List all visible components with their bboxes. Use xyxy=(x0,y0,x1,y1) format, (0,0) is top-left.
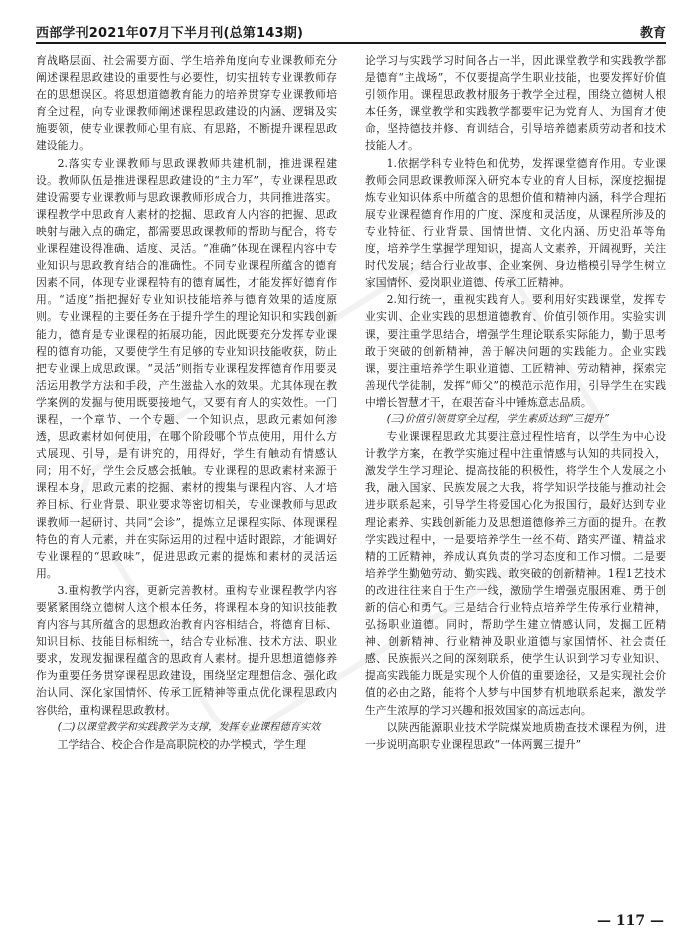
journal-title: 西部学刊2021年07月下半月刊(总第143期) xyxy=(36,26,304,41)
paragraph: 专业课课程思政尤其要注意过程性培育，以学生为中心设计教学方案，在教学实施过程中注重情感与认知的共同投入，激发学生学习理论、提高技能的积极性，将学生个人发展之小我，融入国家、民族发展之大我，将学知识学技能与推动社会进步联系起来，引导学生将爱国心化为报国行，最好达到专业理论素养、实践创新能力及思想道德修养三方面的提升。在教学实践过程中，一是要培养学生一丝不苟、踏实严谨、精益求精的工匠精神，养成认真负责的学习态度和工作习惯。二是要培养学生勤勉劳动、勤实践、敢突破的创新精神。1程1艺技术的改进往往来自于生产一线，激励学生增强克服困难、勇于创新的信心和勇气。三是结合行业特点培养学生传承行业精神，弘扬职业道德。同时，帮助学生建立情感认同，发掘工匠精神、创新精神、行业精神及职业道德与家国情怀、社会责任感、民族振兴之间的深刻联系，使学生认识到学习专业知识、提高实践能力既是实现个人价值的重要途径，又是实现社会价值的必由之路，能将个人梦与中国梦有机地联系起来，激发学生产生浓厚的学习兴趣和报效国家的高远志向。 xyxy=(365,430,666,717)
left-column xyxy=(36,52,337,753)
section-heading: (二)以课堂教学和实践教学为支撑，发挥专业课程德育实效 xyxy=(57,721,321,733)
running-header xyxy=(36,20,666,44)
paragraph: 论学习与实践学习时间各占一半，因此课堂教学和实践教学都是德育“主战场”，不仅要提高学生职业技能，也要发挥好价值引领作用。课程思政教材服务于教学全过程，围绕立德树人根本任务，课堂教学和实践教学都要牢记为党育人、为国育才使命，坚持德技并修、育训结合，引导培养德素质劳动者和技术技能人才。 xyxy=(365,54,666,153)
section-label: 教育 xyxy=(639,26,666,41)
section-heading: (三)价值引领贯穿全过程，学生素质达到“三提升” xyxy=(386,413,609,425)
paragraph: 以陕西能源职业技术学院煤炭地质勘查技术课程为例，进一步说明高职专业课程思政“一体两翼三提升” xyxy=(365,720,666,751)
page-number: — 117 — xyxy=(597,913,664,929)
paragraph: 2.落实专业课教师与思政课教师共建机制，推进课程建设。教师队伍是推进课程思政建设的“主力军”，专业课程思政建设需要专业课教师与思政课教师形成合力，共同推进落实。课程教学中思政育人素材的挖掘、思政育人内容的把握、思政映射与融入点的确定，都需要思政课教师的帮助与配合，将专业课程建设得准确、适度、灵活。“准确”体现在课程内容中专业知识与思政教育结合的准确性。不同专业课程所蕴含的德育因素不同，体现专业课程特有的德育属性，才能发挥好德育作用。“适度”指把握好专业知识技能培养与德育效果的适度原则。专业课程的主要任务在于提升学生的理论知识和实践创新能力，德育是专业课程的拓展功能，因此既要充分发挥专业课程的德育功能，又要使学生有足够的专业知识技能收获，防止把专业课上成思政课。“灵活”则指专业课程发挥德育作用要灵活运用教学方法和手段，产生滋盐入水的效果。尤其体现在教学案例的发掘与使用既要接地气，又要有育人的实效性。一门课程，一个章节、一个专题、一个知识点，思政元素如何渗透，思政素材如何使用，在哪个阶段哪个节点使用，用什么方式展现、引导，是有讲究的，用得好，学生有触动有情感认同；用不好，学生会反感会抵触。专业课程的思政素材来源于课程本身，思政元素的挖掘、素材的搜集与课程内容、人才培养目标、行业背景、职业要求等密切相关，专业课教师与思政课教师一起研讨、共同“会诊”，提炼立足课程实际、体现课程特色的育人元素，并在实际运用的过程中适时跟踪，才能调好专业课程的“思政味”，促进思政元素的提炼和素材的灵活运用。 xyxy=(36,156,337,580)
paragraph: 育战略层面、社会需要方面、学生培养角度向专业课教师充分阐述课程思政建设的重要性与必要性，切实扭转专业课教师存在的思想误区。将思想道德教育能力的培养贯穿专业课教师培育全过程，向专业课教师阐述课程思政建设的内涵、逻辑及实施要领，使专业课教师心里有底、有思路，不断提升课程思政建设能力。 xyxy=(36,54,337,153)
paragraph: 2.知行统一，重视实践育人。要利用好实践课堂，发挥专业实训、企业实践的思想道德教育、价值引领作用。实验实训课，要注重学思结合，增强学生理论联系实际能力，勤于思考敢于突破的创新精神，善于解决问题的实践能力。企业实践课，要注重培养学生职业道德、工匠精神、劳动精神，探索完善现代学徒制，发挥“师父”的模范示范作用，引导学生在实践中增长智慧才干，在艰苦奋斗中锤炼意志品质。 xyxy=(365,293,666,409)
paragraph: 1.依据学科专业特色和优势，发挥课堂德育作用。专业课教师会同思政课教师深入研究本专业的育人目标，深度挖掘提炼专业知识体系中所蕴含的思想价值和精神内涵，科学合理拓展专业课程德育作用的广度、深度和灵活度，从课程所涉及的专业特征、行业背景、国情世情、文化内涵、历史沿革等角度，培养学生掌握学理知识，提高人文素养，开阔视野，关注时代发展；结合行业故事、企业案例、身边楷模引导学生树立家国情怀、爱岗职业道德、传承工匠精神。 xyxy=(365,156,666,290)
paragraph: 3.重构教学内容，更新完善教材。重构专业课程教学内容要紧紧围绕立德树人这个根本任务，将课程本身的知识技能教育内容与其所蕴含的思想政治教育内容相结合，将德育目标、知识目标、技能目标相统一，结合专业标准、技术方法、职业要求，发现发掘课程蕴含的思政育人素材。提升思想道德修养作为重要任务贯穿课程思政建设，围绕坚定理想信念、强化政治认同、深化家国情怀、传承工匠精神等重点优化课程思政内容供给，重构课程思政教材。 xyxy=(36,583,337,717)
right-column xyxy=(365,52,666,753)
paragraph: 工学结合、校企合作是高职院校的办学模式，学生理 xyxy=(57,737,306,751)
